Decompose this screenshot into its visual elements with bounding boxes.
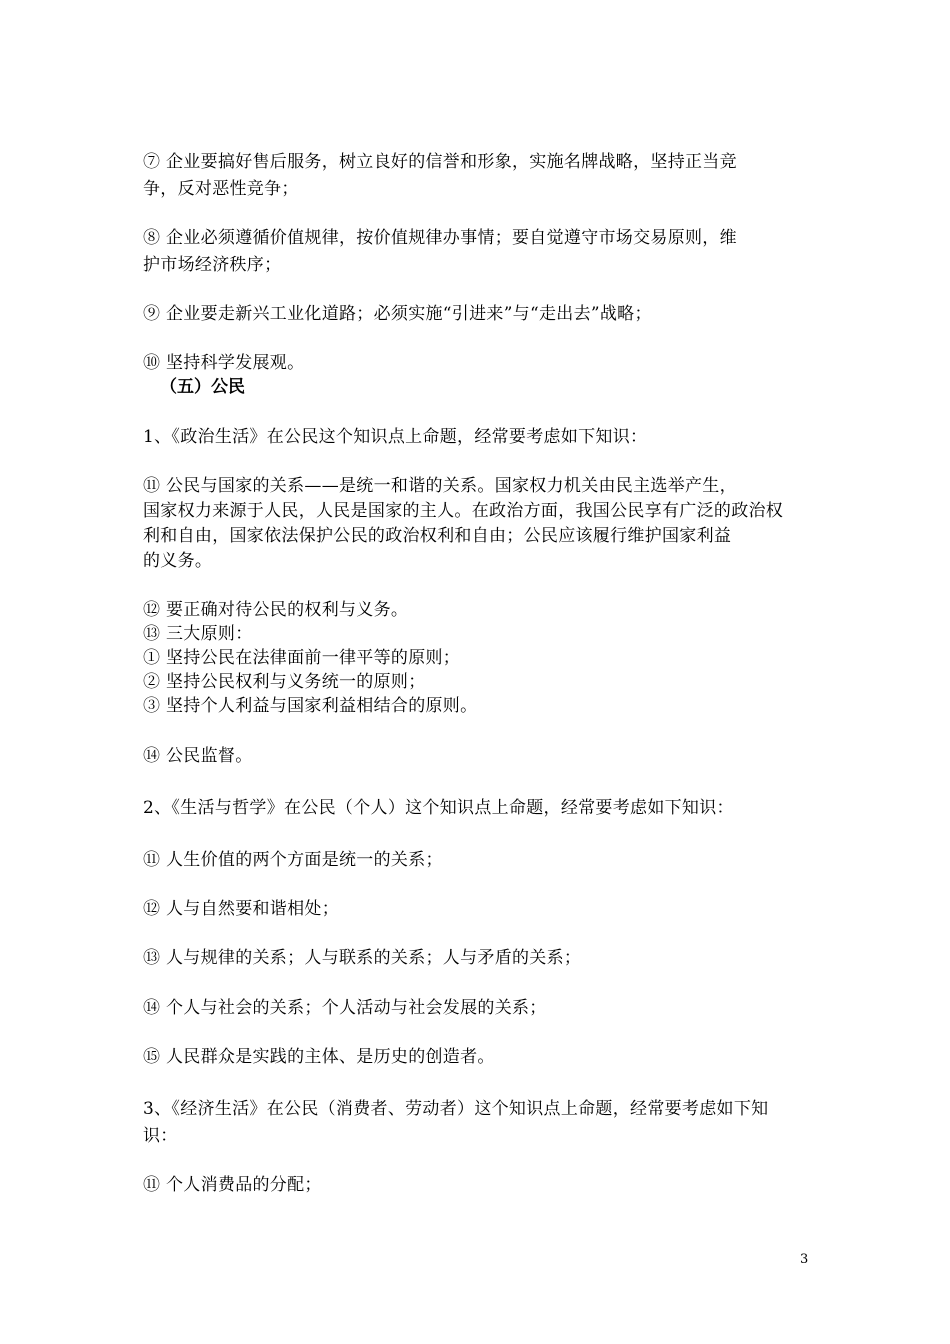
part-1-item-13: ⑬ 三大原则： bbox=[143, 624, 253, 644]
part-3-intro-line-2: 识： bbox=[143, 1126, 178, 1146]
item-8-line-1: ⑧ 企业必须遵循价值规律，按价值规律办事情；要自觉遵守市场交易原则，维 bbox=[143, 228, 737, 248]
part-1-principle-1: ① 坚持公民在法律面前一律平等的原则； bbox=[143, 648, 461, 668]
part-2-item-11: ⑪ 人生价值的两个方面是统一的关系； bbox=[143, 850, 443, 870]
part-1-item-14: ⑭ 公民监督。 bbox=[143, 746, 253, 766]
part-1-item-11-line-1: ⑪ 公民与国家的关系——是统一和谐的关系。国家权力机关由民主选举产生， bbox=[143, 476, 737, 496]
item-7-line-1: ⑦ 企业要搞好售后服务，树立良好的信誉和形象，实施名牌战略，坚持正当竞 bbox=[143, 152, 737, 172]
part-2-item-15: ⑮ 人民群众是实践的主体、是历史的创造者。 bbox=[143, 1047, 495, 1067]
part-2-intro: 2、《生活与哲学》在公民（个人）这个知识点上命题，经常要考虑如下知识： bbox=[143, 798, 734, 818]
part-2-item-12: ⑫ 人与自然要和谐相处； bbox=[143, 899, 340, 919]
part-1-item-11-line-2: 国家权力来源于人民，人民是国家的主人。在政治方面，我国公民享有广泛的政治权 bbox=[143, 501, 784, 521]
part-1-principle-2: ② 坚持公民权利与义务统一的原则； bbox=[143, 672, 426, 692]
item-10: ⑩ 坚持科学发展观。 bbox=[143, 353, 305, 373]
page-number: 3 bbox=[800, 1252, 809, 1267]
item-7-line-2: 争，反对恶性竞争； bbox=[143, 179, 299, 199]
part-3-intro-line-1: 3、《经济生活》在公民（消费者、劳动者）这个知识点上命题，经常要考虑如下知 bbox=[143, 1099, 769, 1119]
part-1-intro: 1、《政治生活》在公民这个知识点上命题，经常要考虑如下知识： bbox=[143, 427, 648, 447]
part-2-item-14: ⑭ 个人与社会的关系；个人活动与社会发展的关系； bbox=[143, 998, 547, 1018]
part-3-item-11: ⑪ 个人消费品的分配； bbox=[143, 1175, 322, 1195]
part-1-item-12: ⑫ 要正确对待公民的权利与义务。 bbox=[143, 600, 409, 620]
part-1-item-11-line-4: 的义务。 bbox=[143, 551, 213, 571]
item-8-line-2: 护市场经济秩序； bbox=[143, 255, 282, 275]
part-1-item-11-line-3: 利和自由，国家依法保护公民的政治权利和自由；公民应该履行维护国家利益 bbox=[143, 526, 732, 546]
part-1-principle-3: ③ 坚持个人利益与国家利益相结合的原则。 bbox=[143, 696, 478, 716]
section-heading: （五）公民 bbox=[160, 377, 245, 397]
part-2-item-13: ⑬ 人与规律的关系；人与联系的关系；人与矛盾的关系； bbox=[143, 948, 582, 968]
item-9: ⑨ 企业要走新兴工业化道路；必须实施“引进来”与“走出去”战略； bbox=[143, 304, 652, 324]
